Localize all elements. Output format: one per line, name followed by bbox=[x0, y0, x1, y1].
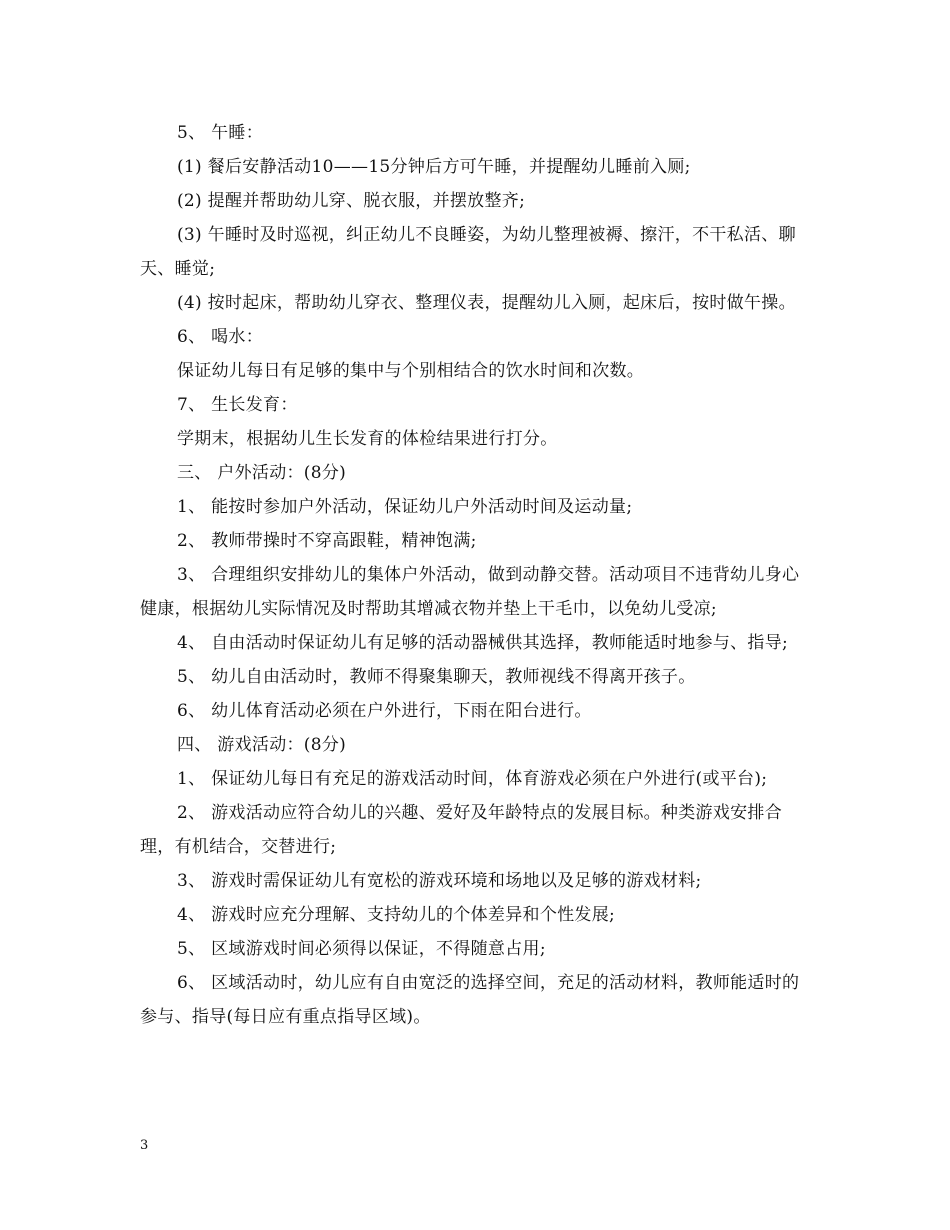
paragraph: 2、 游戏活动应符合幼儿的兴趣、爱好及年龄特点的发展目标。种类游戏安排合理，有机结合，交替进行; bbox=[140, 803, 783, 857]
paragraph: 学期末，根据幼儿生长发育的体检结果进行打分。 bbox=[177, 429, 558, 449]
paragraph: 5、 幼儿自由活动时，教师不得聚集聊天，教师视线不得离开孩子。 bbox=[177, 667, 696, 687]
paragraph: 3、 游戏时需保证幼儿有宽松的游戏环境和场地以及足够的游戏材料; bbox=[177, 871, 702, 891]
paragraph: 保证幼儿每日有足够的集中与个别相结合的饮水时间和次数。 bbox=[177, 361, 645, 381]
paragraph: (1) 餐后安静活动10——15分钟后方可午睡，并提醒幼儿睡前入厕; bbox=[177, 157, 691, 177]
paragraph: 6、 幼儿体育活动必须在户外进行，下雨在阳台进行。 bbox=[177, 701, 592, 721]
paragraph: 1、 保证幼儿每日有充足的游戏活动时间，体育游戏必须在户外进行(或平台); bbox=[177, 769, 768, 789]
document-body bbox=[140, 116, 812, 1034]
section-heading: 三、 户外活动：(8分) bbox=[177, 463, 347, 483]
paragraph: 4、 游戏时应充分理解、支持幼儿的个体差异和个性发展; bbox=[177, 905, 616, 925]
paragraph: 4、 自由活动时保证幼儿有足够的活动器械供其选择，教师能适时地参与、指导; bbox=[177, 633, 789, 653]
paragraph: 2、 教师带操时不穿高跟鞋，精神饱满; bbox=[177, 531, 477, 551]
paragraph: (4) 按时起床，帮助幼儿穿衣、整理仪表，提醒幼儿入厕，起床后，按时做午操。 bbox=[177, 293, 796, 313]
paragraph: 5、 区域游戏时间必须得以保证，不得随意占用; bbox=[177, 939, 546, 959]
paragraph: 3、 合理组织安排幼儿的集体户外活动，做到动静交替。活动项目不违背幼儿身心健康，根据幼儿实际情况及时帮助其增减衣物并垫上干毛巾，以免幼儿受凉; bbox=[140, 565, 800, 619]
paragraph: 6、 区域活动时，幼儿应有自由宽泛的选择空间，充足的活动材料，教师能适时的参与、指导(每日应有重点指导区域)。 bbox=[140, 973, 800, 1027]
section-heading: 四、 游戏活动：(8分) bbox=[177, 735, 347, 755]
page-number: 3 bbox=[140, 1138, 149, 1153]
paragraph: (2) 提醒并帮助幼儿穿、脱衣服，并摆放整齐; bbox=[177, 191, 526, 211]
paragraph: (3) 午睡时及时巡视，纠正幼儿不良睡姿，为幼儿整理被褥、擦汗，不干私活、聊天、睡觉; bbox=[140, 225, 796, 279]
paragraph: 1、 能按时参加户外活动，保证幼儿户外活动时间及运动量; bbox=[177, 497, 633, 517]
paragraph: 5、 午睡： bbox=[177, 123, 264, 143]
paragraph: 7、 生长发育： bbox=[177, 395, 298, 415]
paragraph: 6、 喝水： bbox=[177, 327, 264, 347]
